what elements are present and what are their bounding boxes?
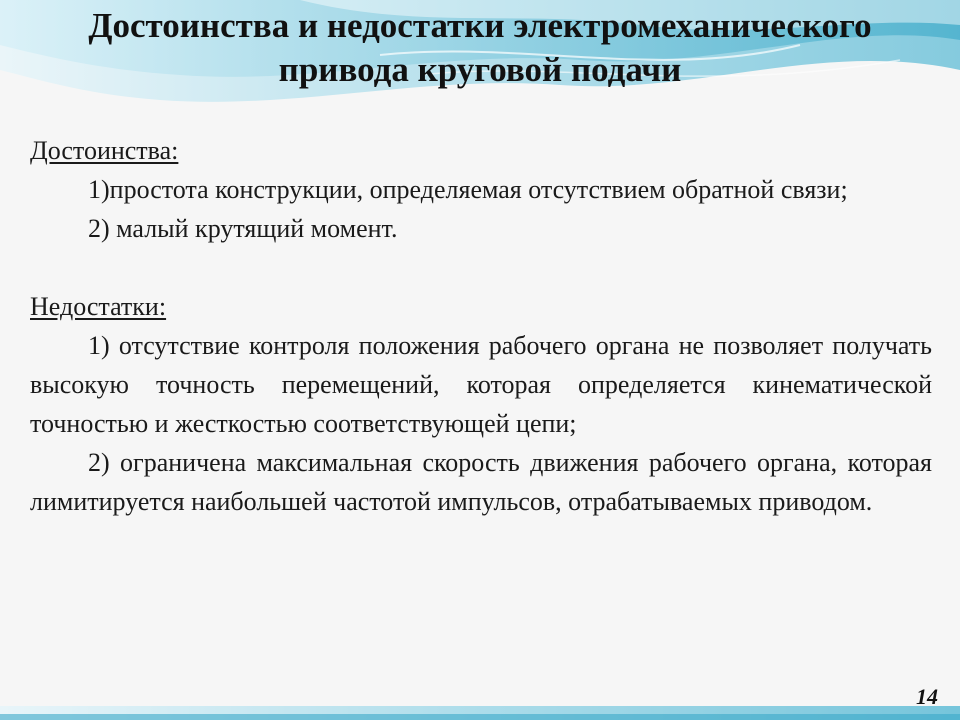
advantages-heading: Достоинства: — [30, 136, 179, 165]
slide-title-line-2: привода круговой подачи — [278, 50, 682, 89]
disadvantages-heading: Недостатки: — [30, 292, 167, 321]
advantage-item-2: 2) малый крутящий момент. — [88, 214, 398, 243]
disadvantage-item-2: 2) ограничена максимальная скорость движения рабочего органа, которая лимитируется наибольшей частотой импульсов, отрабатываемых приводом. — [30, 448, 932, 516]
slide-page-number: 14 — [916, 684, 938, 709]
disadvantage-item-1: 1) отсутствие контроля положения рабочего органа не позволяет получать высокую точность перемещений, которая определяется кинематической точностью и жесткостью соответствующей цепи; — [30, 331, 932, 438]
slide-title-line-1: Достоинства и недостатки электромеханического — [88, 6, 872, 45]
advantage-item-1: 1)простота конструкции, определяемая отсутствием обратной связи; — [88, 175, 848, 204]
slide-body — [30, 131, 932, 521]
section-spacer — [30, 248, 932, 287]
slide-title — [0, 4, 960, 92]
